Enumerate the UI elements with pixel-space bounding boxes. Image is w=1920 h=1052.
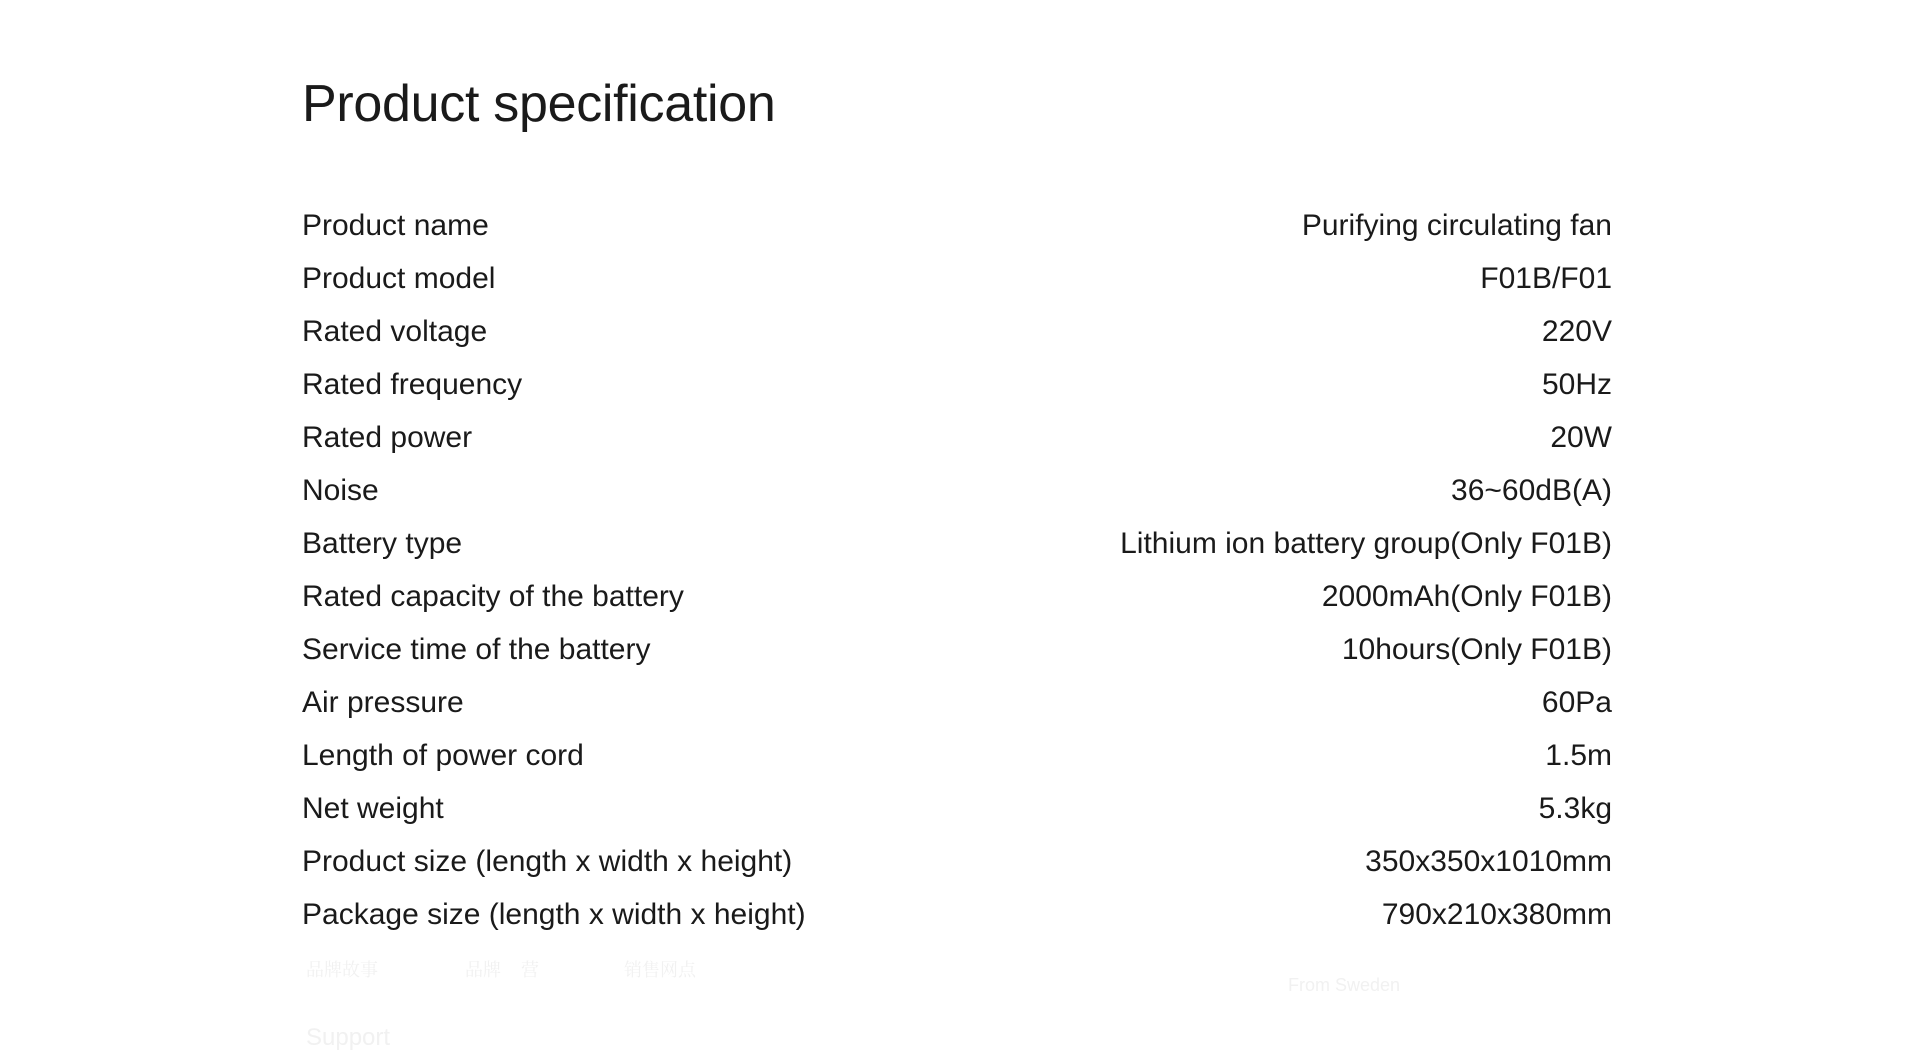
- footer-link-sales-outlets[interactable]: 销售网点: [624, 960, 696, 980]
- spec-label: Package size (length x width x height): [302, 898, 806, 931]
- spec-label: Air pressure: [302, 686, 464, 719]
- spec-value: 350x350x1010mm: [1365, 845, 1612, 878]
- spec-row-package-size: [302, 889, 1612, 942]
- page-title: Product specification: [302, 75, 776, 133]
- spec-row-product-size: [302, 836, 1612, 889]
- spec-value: 10hours(Only F01B): [1341, 633, 1612, 666]
- spec-row-power-cord-length: [302, 730, 1612, 783]
- spec-value: 36~60dB(A): [1451, 474, 1612, 507]
- spec-row-product-name: [302, 200, 1612, 253]
- spec-label: Product size (length x width x height): [302, 845, 793, 878]
- spec-value: 1.5m: [1545, 739, 1612, 772]
- spec-label: Noise: [302, 474, 379, 507]
- spec-label: Rated frequency: [302, 368, 523, 401]
- spec-value: 5.3kg: [1538, 792, 1612, 825]
- spec-label: Rated voltage: [302, 315, 488, 348]
- spec-row-air-pressure: [302, 677, 1612, 730]
- spec-value: F01B/F01: [1480, 262, 1612, 295]
- spec-label: Net weight: [302, 792, 444, 825]
- spec-value: 790x210x380mm: [1381, 898, 1612, 931]
- footer-link-brand-story[interactable]: 品牌故事: [306, 960, 378, 980]
- spec-value: 220V: [1541, 315, 1612, 348]
- spec-row-battery-service-time: [302, 624, 1612, 677]
- spec-value: 20W: [1550, 421, 1612, 454]
- spec-label: Product name: [302, 209, 489, 242]
- footer-tagline: From Sweden: [1288, 975, 1401, 995]
- spec-value: Purifying circulating fan: [1301, 209, 1612, 242]
- spec-value: 2000mAh(Only F01B): [1321, 580, 1612, 613]
- spec-row-net-weight: [302, 783, 1612, 836]
- spec-row-product-model: [302, 253, 1612, 306]
- spec-row-rated-voltage: [302, 306, 1612, 359]
- spec-row-battery-type: [302, 518, 1612, 571]
- spec-label: Rated power: [302, 421, 473, 454]
- spec-value: 50Hz: [1541, 368, 1612, 401]
- spec-table: [302, 200, 1612, 942]
- spec-label: Battery type: [302, 527, 463, 560]
- spec-label: Length of power cord: [302, 739, 584, 772]
- spec-row-rated-power: [302, 412, 1612, 465]
- spec-value: 60Pa: [1541, 686, 1612, 719]
- spec-label: Rated capacity of the battery: [302, 580, 684, 613]
- spec-label: Product model: [302, 262, 496, 295]
- spec-row-rated-frequency: [302, 359, 1612, 412]
- spec-row-battery-capacity: [302, 571, 1612, 624]
- spec-label: Service time of the battery: [302, 633, 651, 666]
- spec-row-noise: [302, 465, 1612, 518]
- footer-link-camp[interactable]: 营: [521, 960, 539, 980]
- footer-link-brand[interactable]: 品牌: [465, 960, 501, 980]
- footer-support-heading: Support: [306, 1024, 391, 1051]
- spec-value: Lithium ion battery group(Only F01B): [1120, 527, 1612, 560]
